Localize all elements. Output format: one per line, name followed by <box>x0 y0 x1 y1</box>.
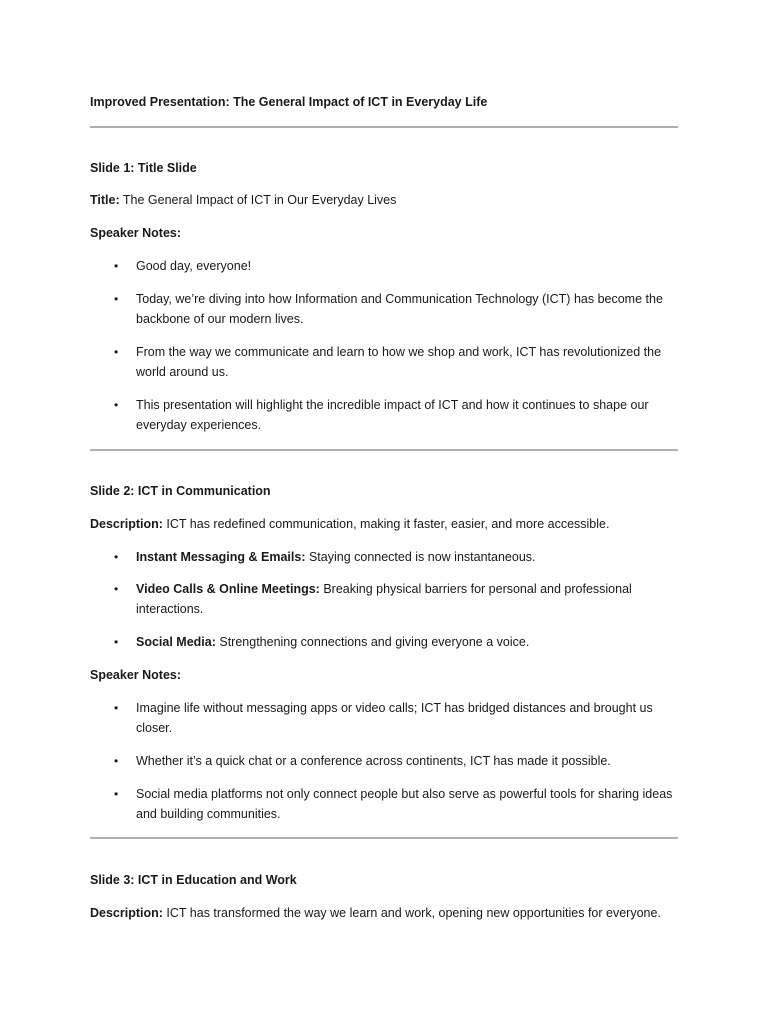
list-item: • Social media platforms not only connect people but also serve as powerful tools for sharing ideas and building communities. <box>90 784 680 824</box>
point-text: Breaking physical barriers for personal and professional interactions. <box>136 582 632 616</box>
slide3-heading: Slide 3: ICT in Education and Work <box>90 873 297 887</box>
slide1-heading: Slide 1: Title Slide <box>90 161 197 175</box>
description-text: ICT has redefined communication, making it faster, easier, and more accessible. <box>162 517 610 531</box>
list-item: • From the way we communicate and learn to how we shop and work, ICT has revolutionized the world around us. <box>90 342 680 382</box>
list-item: • This presentation will highlight the incredible impact of ICT and how it continues to shape our everyday experiences. <box>90 395 680 435</box>
point-label: Instant Messaging & Emails: <box>136 550 306 564</box>
list-item <box>90 579 680 619</box>
point-text: Staying connected is now instantaneous. <box>305 550 536 564</box>
list-item: • Imagine life without messaging apps or video calls; ICT has bridged distances and brought us closer. <box>90 698 680 738</box>
point-text: Strengthening connections and giving everyone a voice. <box>215 635 530 649</box>
description-text: ICT has transformed the way we learn and work, opening new opportunities for everyone. <box>162 906 661 920</box>
slide2-notes-label: Speaker Notes: <box>90 668 182 682</box>
divider <box>90 449 678 451</box>
divider <box>90 126 678 128</box>
list-item: • Today, we’re diving into how Information and Communication Technology (ICT) has become the backbone of our modern lives. <box>90 289 680 329</box>
description-label: Description: <box>90 517 163 531</box>
list-item <box>90 547 680 567</box>
title-label: Title: <box>90 193 120 207</box>
slide1-title-line <box>90 190 396 210</box>
description-label: Description: <box>90 906 163 920</box>
list-item <box>90 632 680 652</box>
slide3-description <box>90 903 661 923</box>
list-item: • Good day, everyone! <box>90 256 680 276</box>
title-text: The General Impact of ICT in Our Everyday Lives <box>119 193 397 207</box>
slide2-heading: Slide 2: ICT in Communication <box>90 484 271 498</box>
divider <box>90 837 678 839</box>
slide1-notes-label: Speaker Notes: <box>90 226 182 240</box>
point-label: Video Calls & Online Meetings: <box>136 582 320 596</box>
list-item: • Whether it’s a quick chat or a conference across continents, ICT has made it possible. <box>90 751 680 771</box>
document-title: Improved Presentation: The General Impact of ICT in Everyday Life <box>90 95 488 109</box>
slide2-description <box>90 514 609 534</box>
point-label: Social Media: <box>136 635 216 649</box>
